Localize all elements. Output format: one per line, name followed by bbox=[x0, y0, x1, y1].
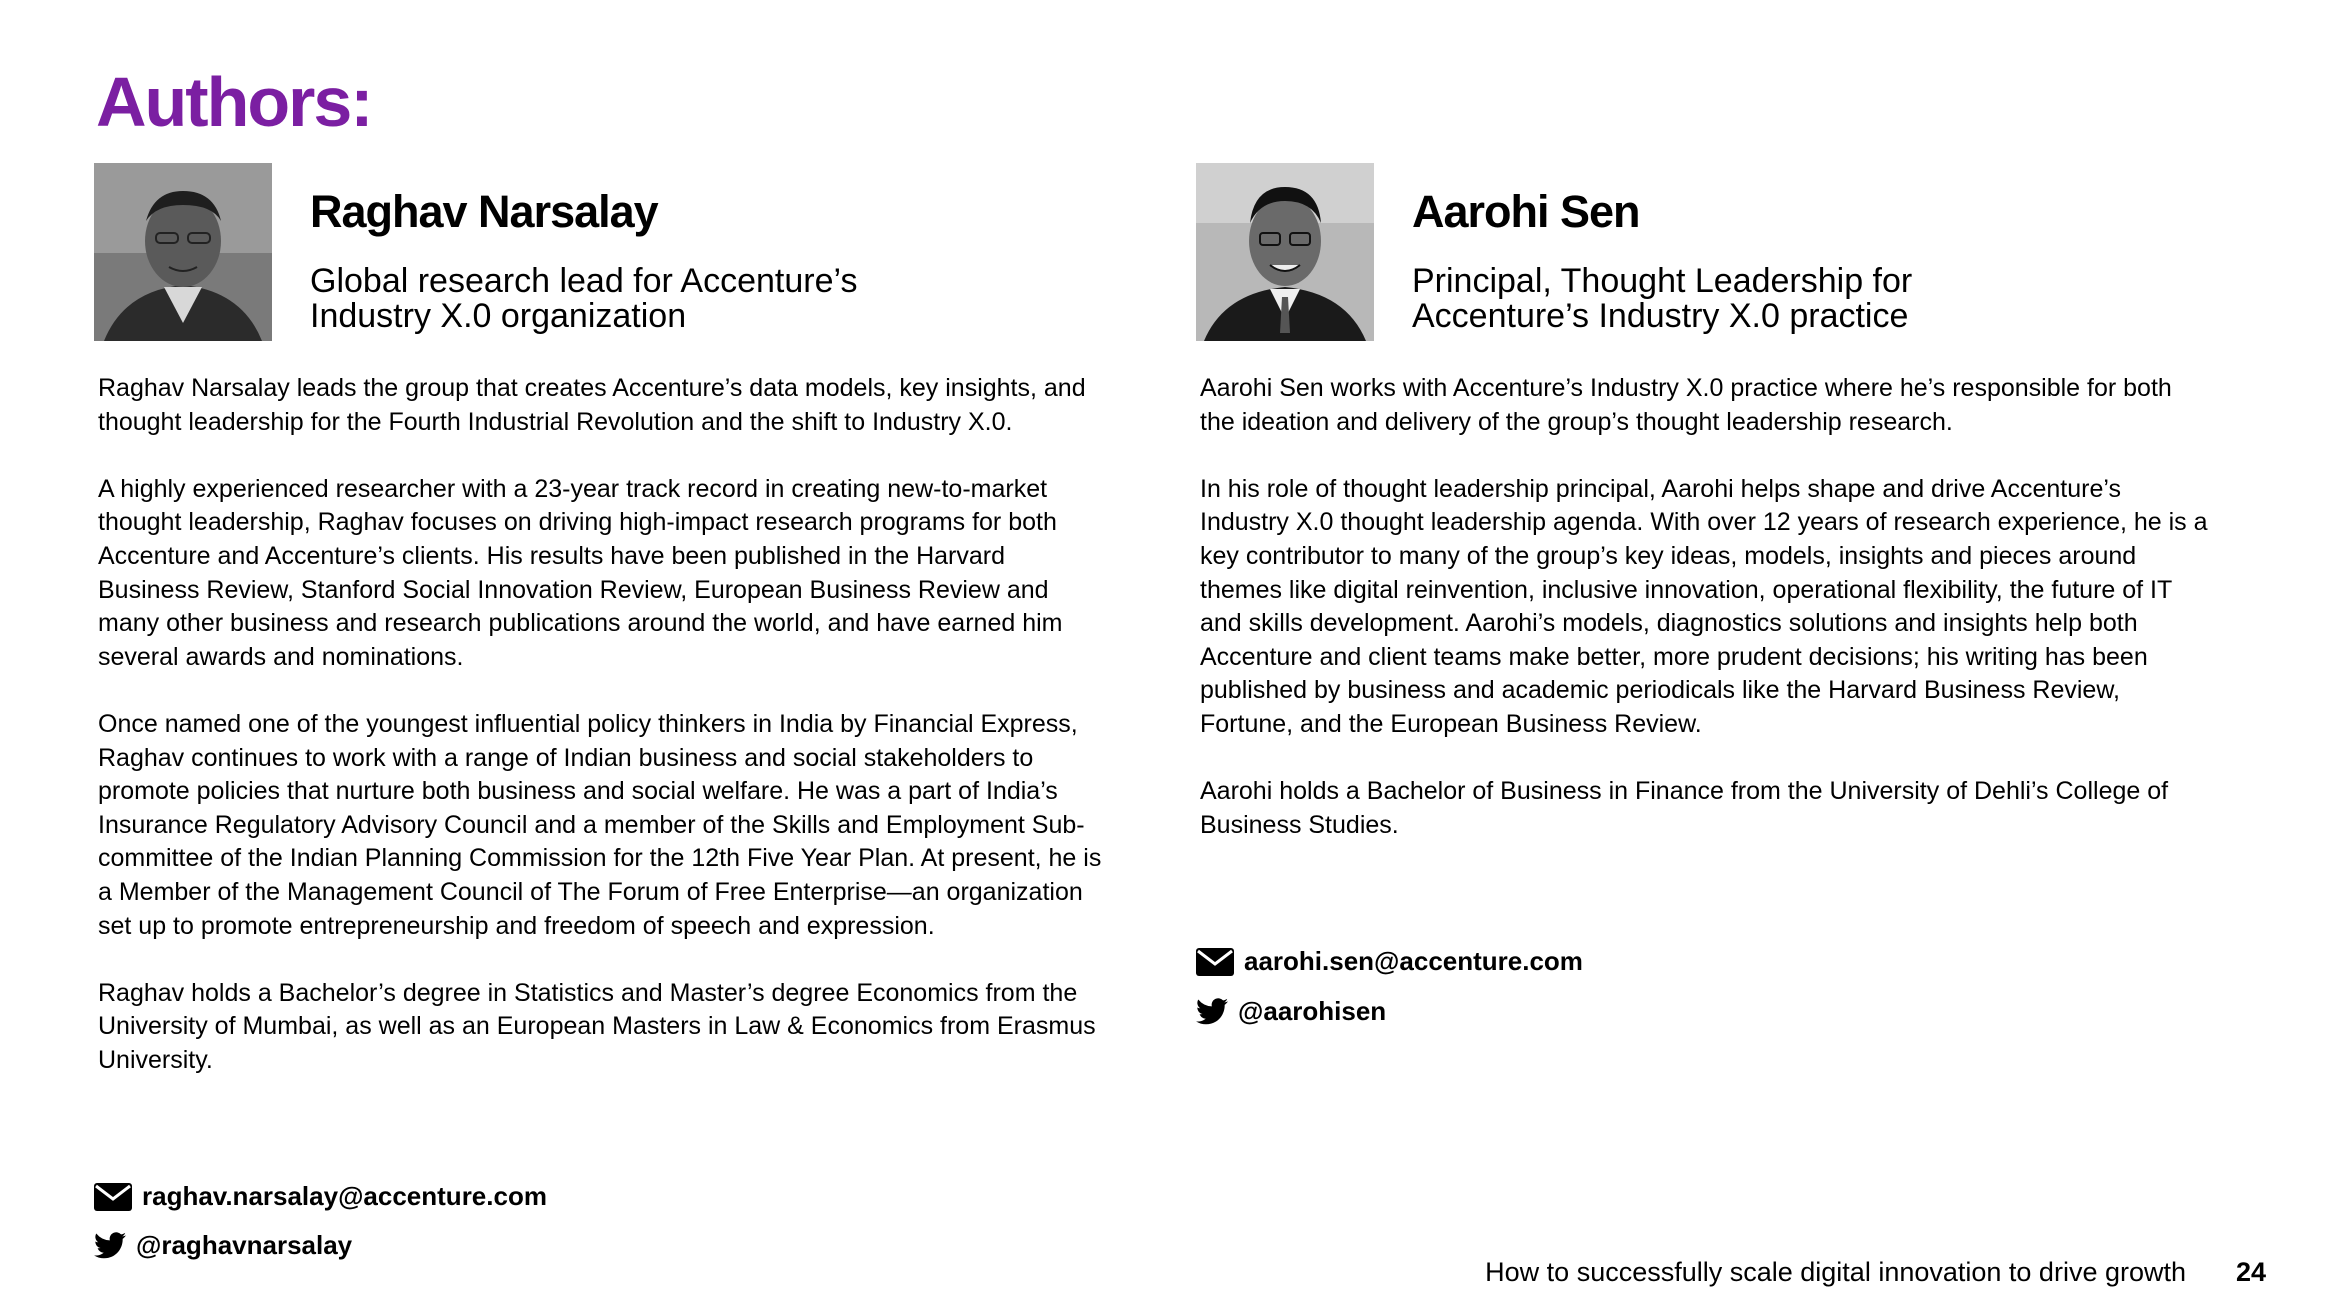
author-bio bbox=[98, 372, 1108, 1111]
author-photo bbox=[94, 163, 272, 341]
email-contact[interactable] bbox=[94, 1181, 547, 1212]
bio-paragraph: Raghav Narsalay leads the group that creates Accenture’s data models, key insights, and thought leadership for the Fourth Industrial Revolution and the shift to Industry X.0. bbox=[98, 374, 1086, 436]
twitter-bird-icon bbox=[94, 1232, 126, 1259]
bio-paragraph: Raghav holds a Bachelor’s degree in Statistics and Master’s degree Economics from the University of Mumbai, as well as an European Masters in Law & Economics from Erasmus University. bbox=[98, 978, 1096, 1074]
envelope-icon bbox=[1196, 948, 1234, 976]
envelope-icon bbox=[94, 1183, 132, 1211]
bio-paragraph: Once named one of the youngest influential policy thinkers in India by Financial Express, Raghav continues to work with a range of Indian business and social stakeholders to promote policies that nurture both business and social welfare. He was a part of India’s Insurance Regulatory Advisory Council and a member of the Skills and Employment Sub-committee of the Indian Planning Commission for the 12th Five Year Plan. At present, he is a Member of the Management Council of The Forum of Free Enterprise—an organization set up to promote entrepreneurship and freedom of speech and expression. bbox=[98, 709, 1102, 940]
twitter-handle[interactable]: @raghavnarsalay bbox=[136, 1230, 353, 1260]
twitter-contact[interactable] bbox=[94, 1230, 352, 1261]
page-number: 24 bbox=[2235, 1257, 2266, 1287]
author-role-line1: Principal, Thought Leadership for bbox=[1412, 262, 1913, 300]
author-name: Raghav Narsalay bbox=[310, 186, 658, 237]
email-link[interactable]: raghav.narsalay@accenture.com bbox=[142, 1181, 547, 1211]
twitter-bird-icon bbox=[1196, 998, 1228, 1025]
twitter-handle[interactable]: @aarohisen bbox=[1238, 996, 1387, 1026]
bio-paragraph: A highly experienced researcher with a 23-year track record in creating new-to-market thought leadership, Raghav focuses on driving high-impact research programs for both Accenture and Accenture’s clients. His results have been published in the Harvard Business Review, Stanford Social Innovation Review, European Business Review and many other business and research publications around the world, and have earned him several awards and nominations. bbox=[98, 474, 1063, 671]
author-bio bbox=[1200, 372, 2210, 876]
email-link[interactable]: aarohi.sen@accenture.com bbox=[1244, 946, 1583, 976]
email-contact[interactable] bbox=[1196, 946, 1583, 977]
author-role bbox=[1412, 264, 2032, 334]
bio-paragraph: Aarohi holds a Bachelor of Business in Finance from the University of Dehli’s College of Business Studies. bbox=[1200, 777, 2169, 839]
footer-title: How to successfully scale digital innovation to drive growth bbox=[1485, 1257, 2186, 1287]
author-role bbox=[310, 264, 930, 334]
author-role-line2: Industry X.0 organization bbox=[310, 297, 687, 335]
twitter-contact[interactable] bbox=[1196, 996, 1386, 1027]
bio-paragraph: In his role of thought leadership principal, Aarohi helps shape and drive Accenture’s Industry X.0 thought leadership agenda. With over 12 years of research experience, he is a key contributor to many of the group’s key ideas, models, insights and pieces around themes like digital reinvention, inclusive innovation, operational flexibility, the future of IT and skills development. Aarohi’s models, diagnostics solutions and insights help both Accenture and client teams make better, more prudent decisions; his writing has been published by business and academic periodicals like the Harvard Business Review, Fortune, and the European Business Review. bbox=[1200, 474, 2208, 738]
author-role-line1: Global research lead for Accenture’s bbox=[310, 262, 858, 300]
author-role-line2: Accenture’s Industry X.0 practice bbox=[1412, 297, 1909, 335]
page-title: Authors: bbox=[96, 63, 372, 141]
author-photo bbox=[1196, 163, 1374, 341]
author-name: Aarohi Sen bbox=[1412, 186, 1640, 237]
bio-paragraph: Aarohi Sen works with Accenture’s Industry X.0 practice where he’s responsible for both the ideation and delivery of the group’s thought leadership research. bbox=[1200, 374, 2172, 436]
